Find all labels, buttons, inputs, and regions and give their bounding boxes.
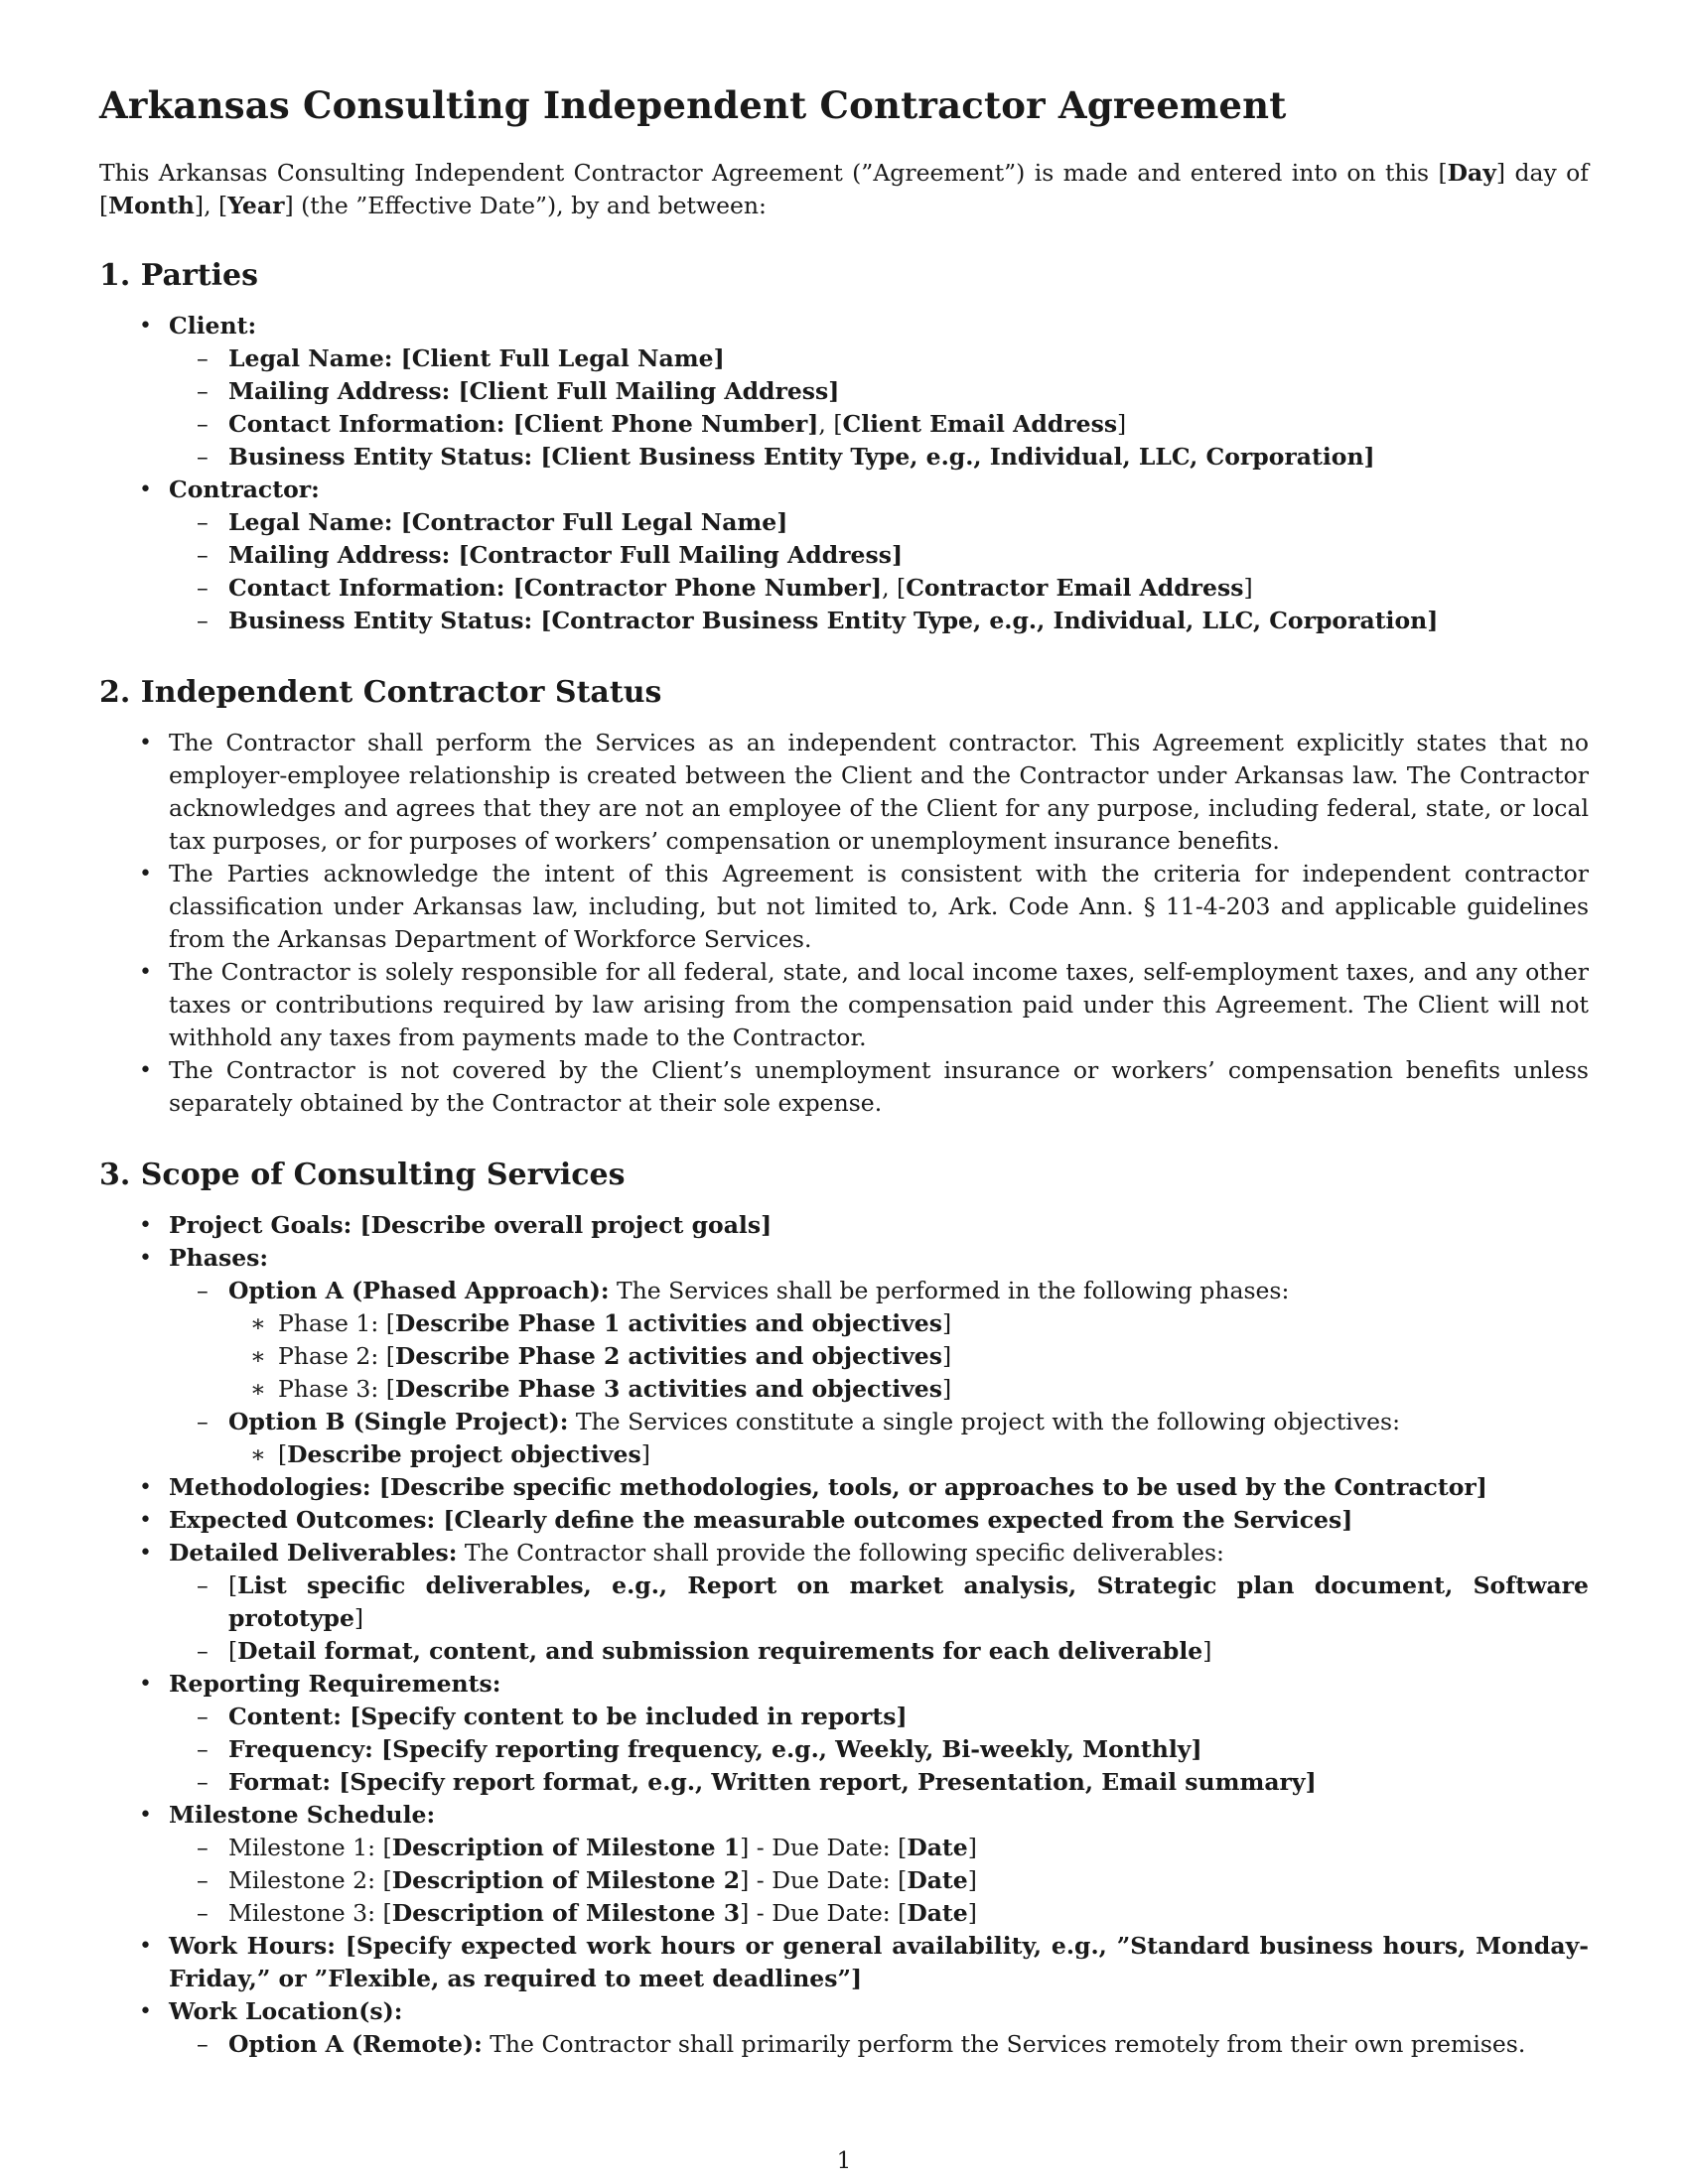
field-label: Work Location(s): bbox=[169, 1997, 403, 2026]
due-label: - Due Date: bbox=[749, 1834, 899, 1862]
status-list bbox=[99, 727, 1589, 1120]
list-item: • The Contractor is not covered by the Client’s unemployment insurance or workers’ compensation benefits unless separately obtained by the Contractor at their sole expense. bbox=[99, 1054, 1589, 1120]
phase-label: Phase 2: bbox=[278, 1342, 386, 1371]
document-title: Arkansas Consulting Independent Contractor Agreement bbox=[99, 83, 1287, 127]
milestone-item: – Milestone 2: [Description of Milestone 2] - Due Date: [Date] bbox=[169, 1864, 1589, 1897]
field-placeholder: Describe overall project goals bbox=[370, 1211, 762, 1240]
section-parties bbox=[99, 258, 1589, 637]
list-item: • Expected Outcomes: [Clearly define the measurable outcomes expected from the Services] bbox=[99, 1504, 1589, 1537]
document-page bbox=[99, 83, 1589, 2099]
field-label: Business Entity Status: bbox=[228, 607, 533, 635]
option-label: Option A (Remote): bbox=[228, 2030, 483, 2059]
milestone-list bbox=[169, 1832, 1589, 1930]
field-placeholder: Detail format, content, and submission requirements for each deliverable bbox=[237, 1637, 1203, 1666]
field-placeholder: Describe Phase 3 activities and objectives bbox=[394, 1375, 942, 1404]
intro-text: This Arkansas Consulting Independent Contractor Agreement (”Agreement”) is made and entered into on this bbox=[99, 159, 1439, 188]
section-heading: 2. Independent Contractor Status bbox=[99, 675, 662, 711]
date-placeholder: Date bbox=[907, 1899, 968, 1928]
field-label: Expected Outcomes: bbox=[169, 1506, 436, 1535]
section-heading: 3. Scope of Consulting Services bbox=[99, 1158, 626, 1193]
list-item: • Methodologies: [Describe specific methodologies, tools, or approaches to be used by the Contractor] bbox=[99, 1471, 1589, 1504]
field-placeholder: Description of Milestone 2 bbox=[391, 1866, 741, 1895]
list-item: – [List specific deliverables, e.g., Report on market analysis, Strategic plan document, Software prototype] bbox=[169, 1570, 1589, 1635]
due-label: - Due Date: bbox=[749, 1866, 899, 1895]
field-placeholder: Contractor Business Entity Type, e.g., Individual, LLC, Corporation bbox=[551, 607, 1428, 635]
field-label: Milestone Schedule: bbox=[169, 1801, 436, 1830]
year-placeholder: Year bbox=[227, 192, 285, 220]
parties-list bbox=[99, 310, 1589, 637]
list-item: • Work Hours: [Specify expected work hours or general availability, e.g., ”Standard business hours, Monday-Friday,” or ”Flexible, as required to meet deadlines”] bbox=[99, 1930, 1589, 1995]
field-placeholder: Describe Phase 1 activities and objectives bbox=[394, 1309, 942, 1338]
page-number: 1 bbox=[836, 2148, 852, 2174]
field-label: Contact Information: bbox=[228, 574, 505, 603]
list-item bbox=[169, 1406, 1589, 1471]
field-text: The Contractor shall provide the following specific deliverables: bbox=[457, 1539, 1224, 1568]
location-list bbox=[169, 2028, 1589, 2061]
list-item bbox=[169, 1275, 1589, 1406]
field-placeholder: Specify content to be included in reports bbox=[360, 1703, 897, 1731]
list-item: – Business Entity Status: [Client Business Entity Type, e.g., Individual, LLC, Corporation] bbox=[169, 441, 1589, 474]
section-heading: 1. Parties bbox=[99, 258, 258, 294]
client-label: Client: bbox=[169, 312, 257, 341]
field-placeholder: Contractor Full Legal Name bbox=[411, 508, 777, 537]
field-placeholder: Specify expected work hours or general availability, e.g., ”Standard business hours, Monday-Friday,” or ”Flexible, as required to meet deadlines” bbox=[169, 1932, 1590, 1993]
field-label: Business Entity Status: bbox=[228, 443, 533, 472]
list-item: – Legal Name: [Contractor Full Legal Name] bbox=[169, 506, 1589, 539]
field-label: Methodologies: bbox=[169, 1473, 371, 1502]
list-item bbox=[99, 310, 1589, 474]
field-placeholder: Describe Phase 2 activities and objectives bbox=[394, 1342, 942, 1371]
milestone-label: Milestone 1: bbox=[228, 1834, 383, 1862]
list-item: – Business Entity Status: [Contractor Business Entity Type, e.g., Individual, LLC, Corporation] bbox=[169, 605, 1589, 637]
list-item bbox=[99, 1668, 1589, 1799]
list-item: – Contact Information: [Client Phone Number], [Client Email Address] bbox=[169, 408, 1589, 441]
list-item: – Legal Name: [Client Full Legal Name] bbox=[169, 342, 1589, 375]
field-placeholder: Contractor Full Mailing Address bbox=[469, 541, 892, 570]
list-item: ∗ Phase 3: [Describe Phase 3 activities and objectives] bbox=[228, 1373, 1589, 1406]
milestone-item: – Milestone 1: [Description of Milestone 1] - Due Date: [Date] bbox=[169, 1832, 1589, 1864]
field-placeholder: Description of Milestone 3 bbox=[391, 1899, 741, 1928]
list-item: – Format: [Specify report format, e.g., Written report, Presentation, Email summary] bbox=[169, 1766, 1589, 1799]
list-item: • The Contractor is solely responsible for all federal, state, and local income taxes, self-employment taxes, and any other taxes or contributions required by law arising from the compensation paid under this Agreement. The Client will not withhold any taxes from payments made to the Contractor. bbox=[99, 956, 1589, 1054]
list-item bbox=[99, 1799, 1589, 1930]
scope-list bbox=[99, 1209, 1589, 2061]
field-placeholder: Contractor Phone Number bbox=[523, 574, 871, 603]
option-text: The Contractor shall primarily perform the Services remotely from their own premises. bbox=[482, 2030, 1526, 2059]
field-label: Project Goals: bbox=[169, 1211, 352, 1240]
milestone-label: Milestone 2: bbox=[228, 1866, 383, 1895]
field-placeholder: Client Email Address bbox=[842, 410, 1118, 439]
field-label: Legal Name: bbox=[228, 508, 393, 537]
option-label: Option A (Phased Approach): bbox=[228, 1277, 610, 1305]
intro-paragraph: This Arkansas Consulting Independent Contractor Agreement (”Agreement”) is made and entered into on this [Day] day of [Month], [Year] (the ”Effective Date”), by and between: bbox=[99, 159, 1589, 220]
field-placeholder: Specify reporting frequency, e.g., Weekly, Bi-weekly, Monthly bbox=[392, 1735, 1192, 1764]
field-label: Contact Information: bbox=[228, 410, 505, 439]
list-item bbox=[99, 1995, 1589, 2061]
list-item: • The Parties acknowledge the intent of this Agreement is consistent with the criteria for independent contractor classification under Arkansas law, including, but not limited to, Ark. Code Ann. § 11-4-203 and applicable guidelines from the Arkansas Department of Workforce Services. bbox=[99, 858, 1589, 956]
field-label: Frequency: bbox=[228, 1735, 373, 1764]
list-item: ∗ [Describe project objectives] bbox=[228, 1438, 1589, 1471]
date-placeholder: Date bbox=[907, 1834, 968, 1862]
field-placeholder: Client Full Mailing Address bbox=[469, 377, 829, 406]
phase-label: Phase 1: bbox=[278, 1309, 386, 1338]
field-placeholder: Clearly define the measurable outcomes expected from the Services bbox=[454, 1506, 1342, 1535]
section-scope bbox=[99, 1158, 1589, 2061]
field-placeholder: Client Phone Number bbox=[523, 410, 808, 439]
list-item: – Frequency: [Specify reporting frequency, e.g., Weekly, Bi-weekly, Monthly] bbox=[169, 1733, 1589, 1766]
list-item bbox=[99, 1537, 1589, 1668]
list-item bbox=[99, 474, 1589, 637]
day-placeholder: Day bbox=[1447, 159, 1496, 188]
field-label: Work Hours: bbox=[169, 1932, 336, 1961]
list-item: – Content: [Specify content to be included in reports] bbox=[169, 1701, 1589, 1733]
phases-list bbox=[169, 1275, 1589, 1471]
field-label: Content: bbox=[228, 1703, 342, 1731]
month-placeholder: Month bbox=[108, 192, 195, 220]
list-item: – Mailing Address: [Contractor Full Mailing Address] bbox=[169, 539, 1589, 572]
list-item: • The Contractor shall perform the Services as an independent contractor. This Agreement explicitly states that no employer-employee relationship is created between the Client and the Contractor under Arkansas law. The Contractor acknowledges and agrees that they are not an employee of the Client for any purpose, including federal, state, or local tax purposes, or for purposes of workers’ compensation or unemployment insurance benefits. bbox=[99, 727, 1589, 858]
list-item bbox=[169, 2028, 1589, 2061]
option-text: The Services constitute a single project with the following objectives: bbox=[568, 1408, 1400, 1436]
option-label: Option B (Single Project): bbox=[228, 1408, 569, 1436]
list-item: – [Detail format, content, and submission requirements for each deliverable] bbox=[169, 1635, 1589, 1668]
contractor-label: Contractor: bbox=[169, 476, 320, 504]
field-placeholder: List specific deliverables, e.g., Report on market analysis, Strategic plan document, Software prototype bbox=[228, 1571, 1589, 1633]
intro-text: day of bbox=[1505, 159, 1589, 188]
list-item: • Project Goals: [Describe overall project goals] bbox=[99, 1209, 1589, 1242]
field-label: Mailing Address: bbox=[228, 541, 451, 570]
list-item: – Contact Information: [Contractor Phone Number], [Contractor Email Address] bbox=[169, 572, 1589, 605]
milestone-item: – Milestone 3: [Description of Milestone 3] - Due Date: [Date] bbox=[169, 1897, 1589, 1930]
field-placeholder: Describe specific methodologies, tools, or approaches to be used by the Contractor bbox=[389, 1473, 1477, 1502]
deliverables-list bbox=[169, 1570, 1589, 1668]
field-placeholder: Client Business Entity Type, e.g., Individual, LLC, Corporation bbox=[551, 443, 1364, 472]
list-item: – Mailing Address: [Client Full Mailing Address] bbox=[169, 375, 1589, 408]
option-text: The Services shall be performed in the following phases: bbox=[609, 1277, 1290, 1305]
reporting-list bbox=[169, 1701, 1589, 1799]
field-label: Reporting Requirements: bbox=[169, 1670, 501, 1699]
field-label: Phases: bbox=[169, 1244, 269, 1273]
field-label: Legal Name: bbox=[228, 344, 393, 373]
intro-text: (the ”Effective Date”), by and between: bbox=[293, 192, 767, 220]
contractor-details bbox=[169, 506, 1589, 637]
field-placeholder: Client Full Legal Name bbox=[411, 344, 714, 373]
phase-label: Phase 3: bbox=[278, 1375, 386, 1404]
field-label: Mailing Address: bbox=[228, 377, 451, 406]
intro-text: , bbox=[204, 192, 219, 220]
field-placeholder: Describe project objectives bbox=[287, 1440, 641, 1469]
section-contractor-status bbox=[99, 675, 1589, 1120]
list-item bbox=[99, 1242, 1589, 1471]
field-label: Format: bbox=[228, 1768, 332, 1797]
due-label: - Due Date: bbox=[749, 1899, 899, 1928]
milestone-label: Milestone 3: bbox=[228, 1899, 383, 1928]
field-label: Detailed Deliverables: bbox=[169, 1539, 458, 1568]
field-placeholder: Description of Milestone 1 bbox=[391, 1834, 741, 1862]
client-details bbox=[169, 342, 1589, 474]
objective-items bbox=[228, 1438, 1589, 1471]
list-item: ∗ Phase 2: [Describe Phase 2 activities and objectives] bbox=[228, 1340, 1589, 1373]
list-item: ∗ Phase 1: [Describe Phase 1 activities and objectives] bbox=[228, 1307, 1589, 1340]
phase-items bbox=[228, 1307, 1589, 1406]
field-placeholder: Contractor Email Address bbox=[906, 574, 1244, 603]
date-placeholder: Date bbox=[907, 1866, 968, 1895]
field-placeholder: Specify report format, e.g., Written report, Presentation, Email summary bbox=[350, 1768, 1306, 1797]
